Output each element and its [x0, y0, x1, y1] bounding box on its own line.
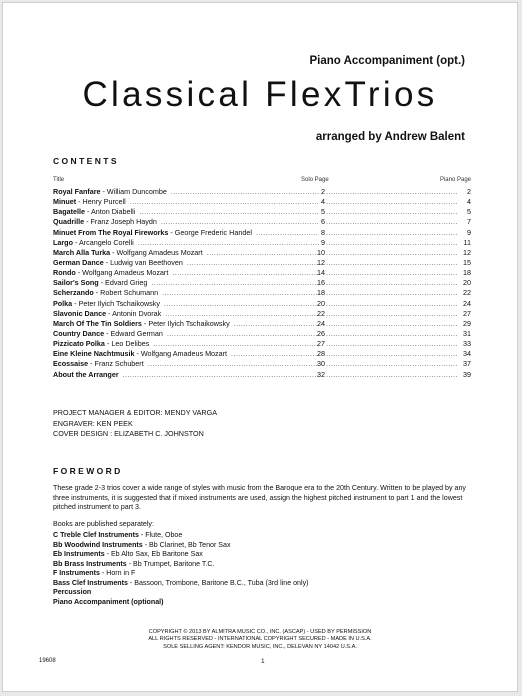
copyright-line: SOLE SELLING AGENT: KENDOR MUSIC, INC., DELEVAN NY 14042 U.S.A.	[163, 643, 357, 650]
book-detail: - Bb Clarinet, Bb Tenor Sax	[142, 540, 231, 549]
contents-row-piano	[325, 288, 471, 298]
edition-subtitle: Piano Accompaniment (opt.)	[309, 55, 465, 67]
dot-leader	[161, 217, 319, 227]
solo-page-number: 22	[317, 308, 325, 318]
dot-leader	[326, 228, 457, 238]
dot-leader	[326, 258, 457, 268]
contents-row	[53, 197, 471, 207]
contents-row-piano	[325, 319, 471, 329]
contents-row-title	[53, 228, 321, 238]
contents-row	[53, 370, 471, 380]
dot-leader	[172, 268, 319, 278]
solo-page-number: 24	[317, 318, 325, 328]
contents-column-headers	[53, 177, 471, 186]
contents-row-piano	[325, 339, 471, 349]
solo-page-number: 14	[317, 268, 325, 278]
solo-page-number: 12	[317, 257, 325, 267]
contents-row	[53, 359, 471, 369]
piece-composer: - Peter Ilyich Tschaikowsky	[141, 318, 230, 328]
contents-row-piano	[325, 359, 471, 369]
dot-leader	[326, 248, 457, 258]
copyright-notice	[3, 629, 517, 651]
book-name: Eb Instruments	[53, 550, 105, 558]
contents-row-piano	[325, 329, 471, 339]
contents-row-title	[53, 207, 321, 217]
contents-row-title	[53, 329, 321, 339]
contents-row-piano	[325, 268, 471, 278]
solo-page-number: 30	[317, 359, 325, 369]
score-page	[2, 2, 518, 692]
book-name: Percussion	[53, 588, 92, 596]
piece-title: Quadrille	[53, 217, 85, 227]
column-title-label: Title	[53, 177, 65, 183]
piece-title: Minuet	[53, 197, 77, 207]
solo-page-number: 16	[317, 278, 325, 288]
credit-editor: PROJECT MANAGER & EDITOR: MENDY VARGA	[53, 408, 218, 417]
contents-row-piano	[325, 309, 471, 319]
book-detail: - Eb Alto Sax, Eb Baritone Sax	[104, 550, 203, 558]
book-item	[53, 531, 309, 541]
piece-composer: - Anton Diabelli	[84, 207, 136, 217]
contents-row-title	[53, 299, 321, 309]
piece-title: Minuet From The Royal Fireworks	[53, 227, 169, 237]
dot-leader	[326, 187, 457, 197]
contents-row-piano	[325, 238, 471, 248]
contents-row-title	[53, 258, 321, 268]
contents-row-piano	[325, 299, 471, 309]
piano-page-number: 22	[463, 288, 471, 298]
dot-leader	[326, 207, 457, 217]
books-intro: Books are published separately:	[53, 520, 154, 528]
piano-page-number: 11	[463, 237, 471, 247]
piece-composer: - Arcangelo Corelli	[72, 237, 134, 247]
piece-title: Scherzando	[53, 288, 94, 298]
dot-leader	[234, 319, 319, 329]
book-item	[53, 550, 309, 560]
piece-title: Country Dance	[53, 328, 105, 338]
piece-composer: - Ludwig van Beethoven	[103, 257, 183, 267]
solo-page-number: 4	[321, 197, 325, 207]
piano-page-number: 39	[463, 369, 471, 379]
solo-page-number: 8	[321, 227, 325, 237]
dot-leader	[207, 248, 319, 258]
book-item	[53, 588, 309, 598]
contents-row-piano	[325, 258, 471, 268]
dot-leader	[167, 329, 319, 339]
piano-page-number: 4	[467, 197, 471, 207]
piano-page-number: 7	[467, 217, 471, 227]
piano-page-number: 37	[463, 359, 471, 369]
copyright-line: COPYRIGHT © 2013 BY ALMITRA MUSIC CO., INC. (ASCAP) - USED BY PERMISSION	[148, 629, 372, 635]
book-detail: - Bb Trumpet, Baritone T.C.	[126, 559, 215, 568]
contents-row-title	[53, 248, 321, 258]
piece-title: Royal Fanfare	[53, 187, 101, 196]
piano-page-number: 2	[467, 187, 471, 196]
contents-row-piano	[325, 217, 471, 227]
book-item	[53, 541, 309, 551]
contents-row-title	[53, 339, 321, 349]
contents-row-title	[53, 359, 321, 369]
book-name: F Instruments	[53, 569, 100, 577]
piece-composer: - Edvard Grieg	[98, 278, 148, 288]
contents-row-title	[53, 309, 321, 319]
piece-composer: - George Frederic Handel	[168, 227, 252, 237]
contents-row-piano	[325, 278, 471, 288]
book-detail: - Bassoon, Trombone, Baritone B.C., Tuba (3rd line only)	[127, 578, 309, 587]
contents-row-title	[53, 278, 321, 288]
arranger-credit: arranged by Andrew Balent	[315, 131, 465, 143]
piece-title: Bagatelle	[53, 207, 85, 217]
contents-row-piano	[325, 228, 471, 238]
solo-page-number: 18	[317, 288, 325, 298]
dot-leader	[326, 299, 457, 309]
column-piano-label: Piano Page	[439, 177, 471, 183]
piano-page-number: 29	[463, 318, 471, 328]
contents-row-title	[53, 197, 321, 207]
piece-composer: - Antonin Dvorak	[106, 308, 162, 318]
piece-composer: - Peter Ilyich Tschaikowsky	[72, 298, 160, 308]
contents-row-piano	[325, 248, 471, 258]
contents-row	[53, 278, 471, 288]
solo-page-number: 5	[321, 207, 325, 217]
contents-row	[53, 288, 471, 298]
contents-row	[53, 248, 471, 258]
piece-composer: - Leo Delibes	[104, 339, 150, 349]
dot-leader	[326, 197, 457, 207]
solo-page-number: 20	[317, 298, 325, 308]
dot-leader	[171, 187, 319, 197]
credit-cover-design: COVER DESIGN : ELIZABETH C. JOHNSTON	[53, 429, 204, 438]
piece-title: Eine Kleine Nachtmusik	[53, 349, 135, 359]
contents-row-title	[53, 238, 321, 248]
foreword-heading: FOREWORD	[53, 466, 123, 476]
book-detail: - Flute, Oboe	[138, 531, 183, 539]
piece-title: Slavonic Dance	[53, 308, 107, 318]
credit-engraver: ENGRAVER: KEN PEEK	[53, 418, 133, 428]
book-name: Bb Brass Instruments	[53, 559, 127, 568]
book-item	[53, 579, 309, 589]
book-item	[53, 560, 309, 570]
piece-composer: - Wolfgang Amadeus Mozart	[75, 268, 169, 278]
contents-heading: CONTENTS	[53, 156, 119, 166]
piece-title: Rondo	[53, 268, 76, 278]
contents-row	[53, 339, 471, 349]
contents-row	[53, 268, 471, 278]
piano-page-number: 24	[463, 298, 471, 308]
piece-title: Largo	[53, 237, 73, 247]
solo-page-number: 9	[321, 237, 325, 247]
piano-page-number: 12	[463, 247, 471, 257]
solo-page-number: 32	[317, 369, 325, 379]
piano-page-number: 15	[463, 257, 471, 267]
piece-composer: - Robert Schumann	[93, 288, 159, 298]
solo-page-number: 26	[317, 328, 325, 338]
contents-row	[53, 299, 471, 309]
dot-leader	[256, 228, 319, 238]
contents-row	[53, 258, 471, 268]
piece-title: March Of The Tin Soldiers	[53, 318, 142, 328]
piece-composer: - Henry Purcell	[76, 197, 126, 207]
contents-list	[53, 187, 471, 380]
piano-page-number: 33	[463, 339, 471, 349]
dot-leader	[326, 309, 457, 319]
book-name: Piano Accompaniment (optional)	[53, 597, 164, 606]
contents-row	[53, 207, 471, 217]
dot-leader	[162, 288, 319, 298]
piece-composer: - Wolfgang Amadeus Mozart	[110, 247, 203, 257]
dot-leader	[326, 268, 457, 278]
contents-row-piano	[325, 197, 471, 207]
piece-composer: - William Duncombe	[100, 187, 167, 196]
dot-leader	[164, 299, 319, 309]
contents-row	[53, 187, 471, 197]
solo-page-number: 28	[317, 349, 325, 359]
piece-title: Ecossaise	[53, 359, 89, 369]
copyright-line: ALL RIGHTS RESERVED - INTERNATIONAL COPYRIGHT SECURED - MADE IN U.S.A.	[148, 636, 372, 643]
dot-leader	[123, 370, 319, 380]
dot-leader	[326, 359, 457, 369]
page-number: 1	[261, 658, 265, 665]
dot-leader	[165, 309, 319, 319]
books-list	[53, 531, 309, 607]
solo-page-number: 27	[317, 339, 325, 349]
contents-row-title	[53, 319, 321, 329]
dot-leader	[326, 288, 457, 298]
contents-row-title	[53, 349, 321, 359]
dot-leader	[231, 349, 319, 359]
dot-leader	[187, 258, 319, 268]
dot-leader	[326, 238, 457, 248]
solo-page-number: 2	[321, 187, 325, 196]
piece-title: Polka	[53, 298, 73, 308]
piano-page-number: 5	[467, 207, 471, 217]
dot-leader	[139, 207, 319, 217]
dot-leader	[326, 370, 457, 380]
piano-page-number: 34	[463, 349, 471, 359]
contents-row-title	[53, 217, 321, 227]
book-item	[53, 569, 309, 579]
contents-row	[53, 319, 471, 329]
contents-row-title	[53, 187, 321, 197]
contents-row	[53, 228, 471, 238]
book-item	[53, 598, 309, 608]
catalog-number: 19608	[39, 658, 56, 664]
contents-row	[53, 329, 471, 339]
page-title: Classical FlexTrios	[82, 75, 438, 114]
dot-leader	[326, 329, 457, 339]
piece-title: German Dance	[53, 257, 104, 267]
dot-leader	[326, 339, 457, 349]
piece-composer: - Edward German	[104, 328, 163, 338]
dot-leader	[326, 278, 457, 288]
contents-row	[53, 349, 471, 359]
book-detail: - Horn in F	[99, 569, 136, 577]
piano-page-number: 27	[463, 308, 471, 318]
column-solo-label: Solo Page	[301, 177, 329, 183]
contents-row	[53, 217, 471, 227]
piece-title: Pizzicato Polka	[53, 339, 105, 349]
credits	[53, 408, 217, 440]
piece-title: Sailor's Song	[53, 278, 99, 288]
contents-row-piano	[325, 349, 471, 359]
book-name: Bb Woodwind Instruments	[53, 540, 143, 549]
piano-page-number: 9	[467, 227, 471, 237]
piece-title: About the Arranger	[53, 369, 119, 379]
piece-composer: - Wolfgang Amadeus Mozart	[134, 349, 228, 359]
contents-row-piano	[325, 370, 471, 380]
dot-leader	[148, 359, 319, 369]
dot-leader	[326, 319, 457, 329]
piano-page-number: 20	[463, 278, 471, 288]
contents-row-piano	[325, 207, 471, 217]
piece-composer: - Franz Schubert	[88, 359, 144, 369]
dot-leader	[151, 278, 319, 288]
contents-row-title	[53, 370, 321, 380]
dot-leader	[153, 339, 319, 349]
contents-row-title	[53, 288, 321, 298]
contents-row	[53, 238, 471, 248]
book-name: Bass Clef Instruments	[53, 578, 128, 587]
piece-composer: - Franz Joseph Haydn	[84, 217, 157, 227]
piano-page-number: 18	[463, 268, 471, 278]
contents-row-title	[53, 268, 321, 278]
dot-leader	[326, 349, 457, 359]
piano-page-number: 31	[463, 328, 471, 338]
piece-title: March Alla Turka	[53, 247, 111, 257]
dot-leader	[138, 238, 319, 248]
dot-leader	[130, 197, 319, 207]
book-name: C Treble Clef Instruments	[53, 531, 139, 539]
contents-row	[53, 309, 471, 319]
contents-row-piano	[325, 187, 471, 197]
dot-leader	[326, 217, 457, 227]
solo-page-number: 10	[317, 247, 325, 257]
solo-page-number: 6	[321, 217, 325, 227]
foreword-paragraph: These grade 2-3 trios cover a wide range of styles with music from the Baroque era to the 20th Century. Written to be played by any three instruments, it is suggested that if mixed instruments are used, assign the highest pitched instrument to part 1 and the lowest pitched instrument to part 3.	[53, 484, 466, 512]
